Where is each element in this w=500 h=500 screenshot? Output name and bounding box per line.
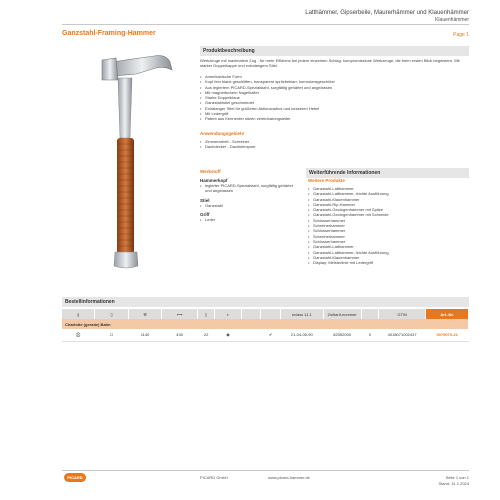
material-item: • Leder [200,217,300,222]
table-cell: 82052000 [323,329,361,339]
feature-item: • Amerikanische Form [200,74,469,79]
feature-item: • Mit magnetischem Nagelhalter [200,90,469,95]
feature-item: • Starke Doppelklaue [200,95,469,100]
table-cell: ⛒ [62,329,95,339]
material-label: Griff [200,211,210,217]
footer-page: Seite 1 von 1 [445,475,469,480]
footer-company: PICARD GmbH [200,475,228,480]
feature-item: • Mit Ledergriff [200,111,469,116]
table-cell: 22 [197,329,214,339]
table-row[interactable] [62,329,469,339]
feature-item: • Ganzstahlstiel geschmiedet [200,100,469,105]
product-link[interactable]: • Ganzstahl-Latthammer [308,244,468,249]
material-label: Stiel [200,197,210,203]
footer-divider [62,470,469,471]
table-cell [241,329,261,339]
feature-item: • Patent aus Kennerder sitzen vereinbarungsleiter [200,116,469,121]
product-link[interactable]: • Display: Meisterlinie mit Ledergriff [308,260,468,265]
column-header: ▯ [95,309,128,319]
table-cell: 21-04-05-90 [280,329,323,339]
header-divider [62,24,469,25]
description-text: Werkzeuge mit maximalem Zug - für mehr Effizienz bei jedem einzelnen Schlag: kompromisslose Werkzeuge, die beim ersten Blick begeistern. Mit starker Doppelkappe und extralangem Stiel. [200,58,460,68]
material-list [200,217,300,222]
usage-list [200,139,340,150]
usage-heading: Anwendungsgebiete [200,131,245,136]
usage-item: • Dachdecker - Dachklempner [200,144,340,149]
material-list [200,183,300,194]
material-item: • Ganzstahl [200,203,300,208]
column-header: § [62,309,95,319]
footer-date: Stand: 31.1.2024 [438,481,469,486]
product-link[interactable]: • Ganzstahl-Latthammer, leichte Ausführung [308,250,468,255]
table-cell: 0 [361,329,378,339]
footer-url[interactable]: www.picard-hammer.de [268,475,310,480]
product-link[interactable]: • Schlosserhammer [308,239,468,244]
group-label: Charlotte (gerade) Bahn [62,319,469,329]
order-table-header [62,309,469,319]
table-cell: 430 [162,329,198,339]
product-link[interactable]: • Ganzstahl-Latthammer, leichte Ausführung [308,191,468,196]
column-header [261,309,281,319]
column-header: ⚒ [128,309,161,319]
order-heading: Bestellinformationen [62,297,469,307]
table-cell: ✔ [261,329,281,339]
hammer-illustration [62,40,194,276]
column-header-article: Art.-Nr. [426,309,469,319]
feature-item: • Kopf fein blank geschliffen, transparent spritzbeklarr, korrosionsgeschützt [200,79,469,84]
product-link[interactable]: • Schreinerhammer [308,234,468,239]
article-number[interactable]: 0079070-22 [426,329,469,339]
more-info-heading: Weiterführende Informationen [306,168,469,178]
column-header [361,309,378,319]
column-header: GTIN [378,309,425,319]
product-link[interactable]: • Ganzstahl-Klauenhammer [308,255,468,260]
material-item: • legierter PICARD-Spezialstahl, sorgfältig gehärtet und angelassen [200,183,300,194]
material-section [200,178,300,222]
table-cell: ◉ [215,329,242,339]
column-header: Zolltarif-nummer [323,309,361,319]
more-products-list [308,186,468,265]
table-cell: 1140 [128,329,161,339]
table-cell: 4018071002437 [378,329,425,339]
column-header: ⟷ [162,309,198,319]
material-label: Hammerkopf [200,178,228,183]
column-header [241,309,261,319]
product-link[interactable]: • Schlosserhammer [308,228,468,233]
header-subtitle: Klauenhämmer [435,17,469,23]
product-link[interactable]: • Ganzstahl-Geologenhammer mit Spitze [308,207,468,212]
product-title: Ganzstahl-Framing-Hammer [62,30,156,37]
header-title: Latthämmer, Gipserbeile, Maurerhämmer und Klauenhämmer [305,10,469,16]
column-header: ◐ [215,309,242,319]
page-label: Page 1 [453,32,469,38]
product-link[interactable]: • Ganzstahl-Latthammer [308,186,468,191]
feature-item: • Extralanger Stiel für größeren Aktionsradius und besseren Hebel [200,106,469,111]
product-link[interactable]: • Schlosserhammer [308,218,468,223]
description-heading: Produktbeschreibung [200,46,469,56]
product-link[interactable]: • Ganzstahl-Rip-Hammer [308,202,468,207]
column-header: eclass 11.1 [280,309,323,319]
product-link[interactable]: • Schreinerhammer [308,223,468,228]
feature-item: • Aus legiertem PICARD-Spezialstahl, sorgfältig gehärtet und angelassen [200,85,469,90]
table-divider [62,341,469,342]
product-link[interactable]: • Ganzstahl-Geologenhammer mit Schneide [308,212,468,217]
order-group-row [62,319,469,329]
feature-list [200,74,469,122]
picard-logo: PICARD [64,473,86,482]
material-list [200,203,300,208]
more-products-heading: Weitere Produkte [308,178,345,183]
order-table [62,309,469,339]
product-link[interactable]: • Ganzstahl-Klauenhammer [308,197,468,202]
column-header: ▯ [197,309,214,319]
usage-item: • Zimmerarbeit - Schreiner [200,139,340,144]
product-image [62,40,194,276]
material-heading: Werkstoff [200,169,221,174]
table-cell: ☐ [95,329,128,339]
